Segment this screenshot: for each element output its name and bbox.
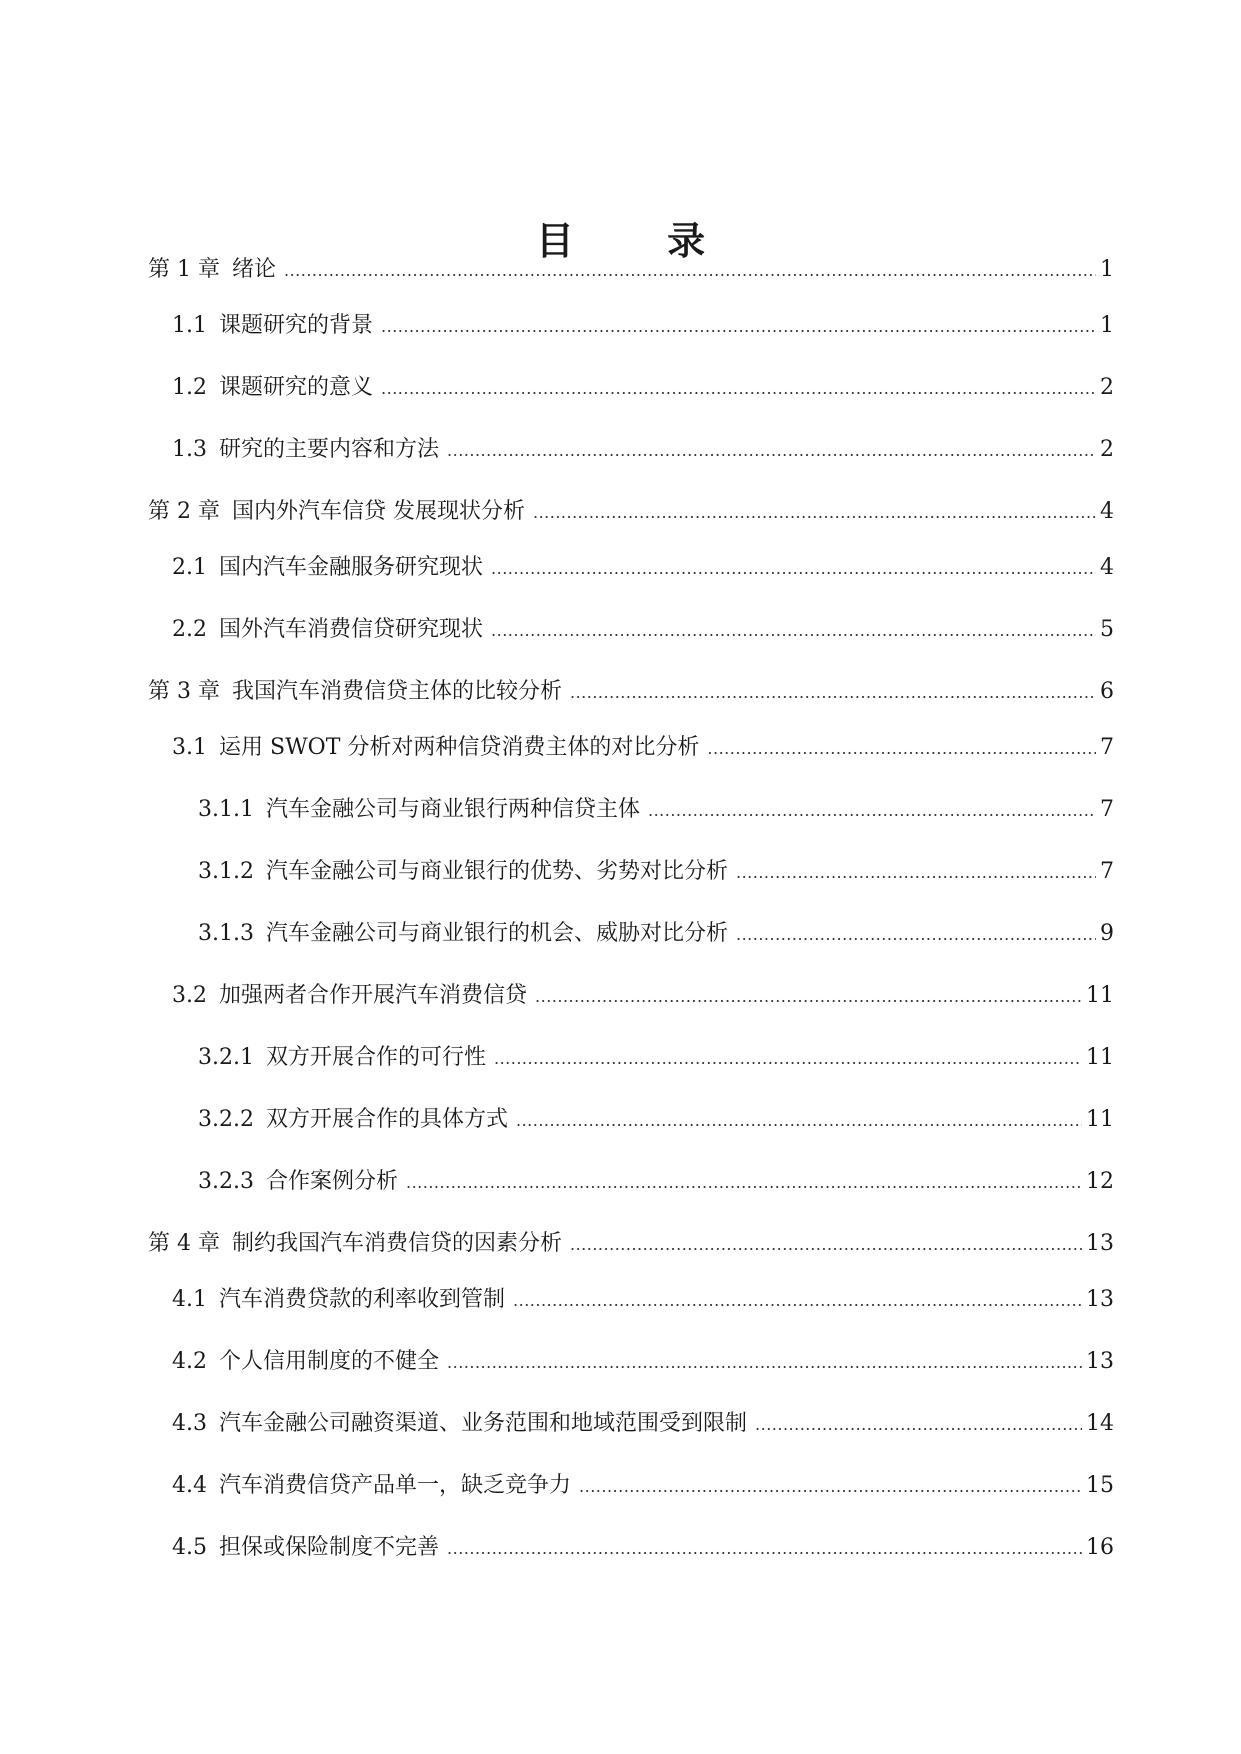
toc-page-number: 11 (1086, 1107, 1114, 1132)
toc-page-number: 7 (1100, 735, 1114, 760)
toc-dot-leader (406, 1163, 1082, 1203)
toc-entry-number: 4.1 (172, 1287, 207, 1312)
toc-entry-title: 国内汽车金融服务研究现状 (219, 555, 484, 580)
toc-page-number: 7 (1100, 797, 1114, 822)
toc-entry-number: 4.2 (172, 1349, 207, 1374)
toc-dot-leader (755, 1405, 1082, 1445)
toc-entry[interactable] (148, 672, 1114, 712)
toc-entry-number: 2.1 (172, 555, 207, 580)
toc-entry[interactable] (148, 1100, 1114, 1140)
toc-entry-title: 国内外汽车信贷 发展现状分析 (231, 499, 525, 524)
toc-entry-number: 3.1.2 (198, 859, 254, 884)
toc-entry[interactable] (148, 1342, 1114, 1382)
toc-entry[interactable] (148, 1038, 1114, 1078)
toc-entry-title: 双方开展合作的具体方式 (265, 1107, 508, 1132)
toc-entry-title: 汽车消费贷款的利率收到管制 (219, 1287, 506, 1312)
toc-dot-leader (736, 915, 1096, 955)
toc-dot-leader (381, 369, 1096, 409)
toc-entry-title: 制约我国汽车消费信贷的因素分析 (231, 1231, 562, 1256)
toc-entry[interactable] (148, 914, 1114, 954)
toc-page-number: 6 (1100, 679, 1114, 704)
toc-entry[interactable] (148, 306, 1114, 346)
toc-entry-number: 3.1.1 (198, 797, 254, 822)
toc-page-number: 2 (1100, 437, 1114, 462)
toc-entry[interactable] (148, 1404, 1114, 1444)
toc-page-number: 16 (1086, 1535, 1114, 1560)
toc-entry-number: 第 4 章 (148, 1231, 220, 1256)
toc-entry[interactable] (148, 790, 1114, 830)
toc-entry-number: 1.1 (172, 313, 207, 338)
toc-entry-title: 汽车金融公司与商业银行的机会、威胁对比分析 (265, 921, 728, 946)
toc-entry-number: 第 3 章 (148, 679, 220, 704)
toc-entry-title: 担保或保险制度不完善 (219, 1535, 440, 1560)
toc-page-number: 1 (1100, 313, 1114, 338)
toc-entry-title: 加强两者合作开展汽车消费信贷 (219, 983, 528, 1008)
toc-dot-leader (736, 853, 1096, 893)
toc-entry-number: 3.2.2 (198, 1107, 254, 1132)
toc-dot-leader (513, 1281, 1082, 1321)
toc-entry-number: 3.1 (172, 735, 207, 760)
toc-page-number: 5 (1100, 617, 1114, 642)
toc-dot-leader (381, 307, 1096, 347)
toc-entry-title: 我国汽车消费信贷主体的比较分析 (231, 679, 562, 704)
toc-dot-leader (447, 431, 1096, 471)
toc-dot-leader (447, 1529, 1082, 1569)
toc-entry-number: 3.2 (172, 983, 207, 1008)
toc-page-number: 11 (1086, 983, 1114, 1008)
toc-dot-leader (533, 493, 1096, 533)
toc-page-number: 9 (1100, 921, 1114, 946)
toc-entry[interactable] (148, 976, 1114, 1016)
toc-dot-leader (648, 791, 1096, 831)
toc-dot-leader (447, 1343, 1082, 1383)
toc-page-number: 4 (1100, 499, 1114, 524)
toc-page-number: 4 (1100, 555, 1114, 580)
toc-entry-number: 3.1.3 (198, 921, 254, 946)
toc-entry-title: 汽车金融公司融资渠道、业务范围和地域范围受到限制 (219, 1411, 748, 1436)
toc-entry-title: 合作案例分析 (265, 1169, 398, 1194)
toc-dot-leader (491, 611, 1096, 651)
toc-page-number: 13 (1086, 1349, 1114, 1374)
toc-entry-title: 个人信用制度的不健全 (219, 1349, 440, 1374)
toc-entry-number: 第 1 章 (148, 257, 220, 282)
toc-page-number: 11 (1086, 1045, 1114, 1070)
toc-page-number: 14 (1086, 1411, 1114, 1436)
toc-entry[interactable] (148, 1224, 1114, 1264)
toc-entry-number: 4.5 (172, 1535, 207, 1560)
toc-entry[interactable] (148, 1528, 1114, 1568)
toc-entry-number: 1.2 (172, 375, 207, 400)
toc-entry-title: 国外汽车消费信贷研究现状 (219, 617, 484, 642)
page-title: 目 录 (535, 218, 746, 264)
toc-entry-title: 双方开展合作的可行性 (265, 1045, 486, 1070)
toc-page-number: 13 (1086, 1231, 1114, 1256)
toc-dot-leader (284, 251, 1096, 291)
toc-page-number: 7 (1100, 859, 1114, 884)
toc-entry-number: 3.2.1 (198, 1045, 254, 1070)
toc-entry[interactable] (148, 610, 1114, 650)
toc-entry[interactable] (148, 492, 1114, 532)
toc-entry-number: 4.4 (172, 1473, 207, 1498)
toc-dot-leader (570, 673, 1096, 713)
toc-dot-leader (570, 1225, 1082, 1265)
toc-entry-title: 绪论 (231, 257, 276, 282)
toc-entry-number: 第 2 章 (148, 499, 220, 524)
toc-page-number: 2 (1100, 375, 1114, 400)
toc-entry-title: 汽车消费信贷产品单一，缺乏竞争力 (219, 1473, 572, 1498)
toc-page-number: 13 (1086, 1287, 1114, 1312)
toc-dot-leader (535, 977, 1082, 1017)
toc-dot-leader (494, 1039, 1082, 1079)
toc-entry[interactable] (148, 430, 1114, 470)
toc-dot-leader (516, 1101, 1082, 1141)
toc-entry[interactable] (148, 728, 1114, 768)
toc-entry-title: 课题研究的背景 (219, 313, 374, 338)
toc-entry-title: 汽车金融公司与商业银行的优势、劣势对比分析 (265, 859, 728, 884)
toc-entry[interactable] (148, 548, 1114, 588)
toc-dot-leader (491, 549, 1096, 589)
toc-page-number: 15 (1086, 1473, 1114, 1498)
toc-dot-leader (707, 729, 1096, 769)
toc-entry[interactable] (148, 852, 1114, 892)
toc-entry-number: 4.3 (172, 1411, 207, 1436)
toc-entry-title: 运用 SWOT 分析对两种信贷消费主体的对比分析 (219, 735, 700, 760)
toc-entry[interactable] (148, 1280, 1114, 1320)
toc-page-number: 12 (1086, 1169, 1114, 1194)
toc-entry[interactable] (148, 250, 1114, 290)
toc-entry-number: 2.2 (172, 617, 207, 642)
toc-entry-title: 课题研究的意义 (219, 375, 374, 400)
toc-page-number: 1 (1100, 257, 1114, 282)
toc-entry-number: 3.2.3 (198, 1169, 254, 1194)
toc-entry-title: 汽车金融公司与商业银行两种信贷主体 (265, 797, 640, 822)
toc-dot-leader (579, 1467, 1082, 1507)
toc-entry[interactable] (148, 1466, 1114, 1506)
toc-entry[interactable] (148, 368, 1114, 408)
toc-entry[interactable] (148, 1162, 1114, 1202)
toc-entry-title: 研究的主要内容和方法 (219, 437, 440, 462)
toc-entry-number: 1.3 (172, 437, 207, 462)
